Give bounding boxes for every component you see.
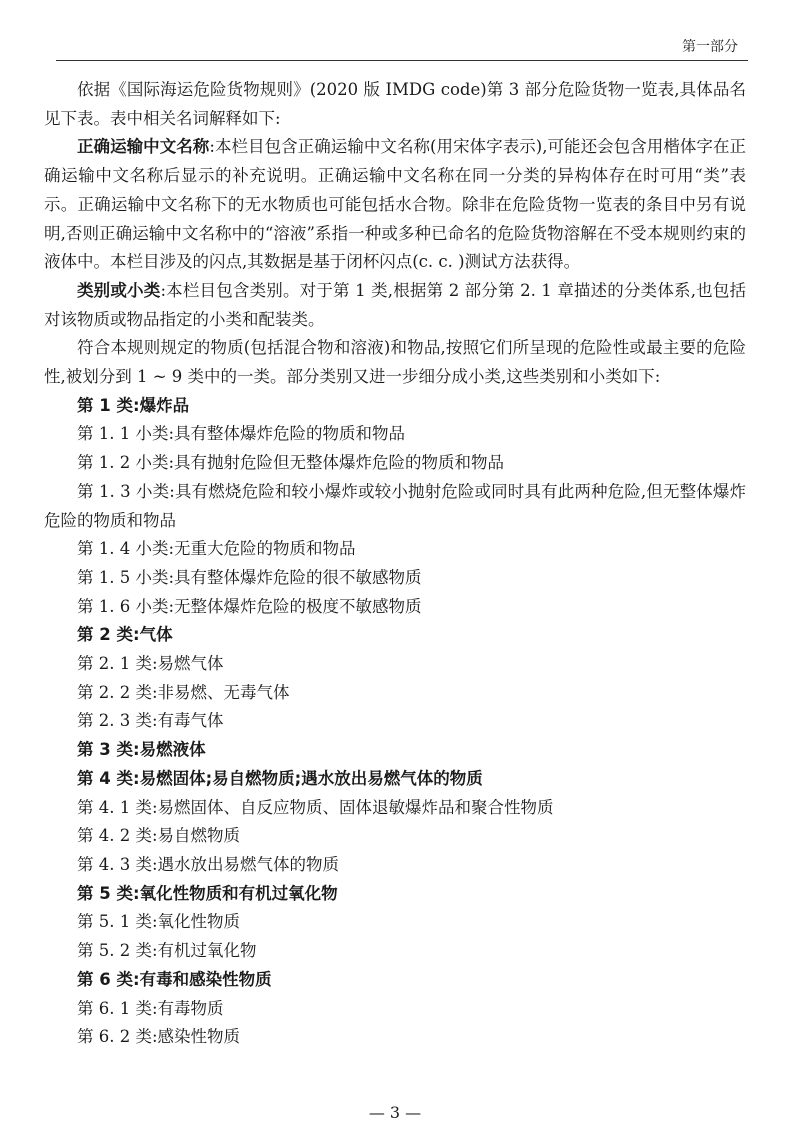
division-item: 第 6. 2 类:感染性物质 bbox=[77, 1027, 241, 1047]
division-item: 第 1. 1 小类:具有整体爆炸危险的物质和物品 bbox=[77, 424, 406, 444]
class-heading: 第 2 类:气体 bbox=[77, 625, 173, 645]
division-item: 第 1. 3 小类:具有燃烧危险和较小爆炸或较小抛射危险或同时具有此两种危险,但无整体爆炸危险的物质和物品 bbox=[44, 481, 746, 530]
class-heading: 第 5 类:氧化性物质和有机过氧化物 bbox=[77, 883, 338, 903]
class-heading: 第 4 类:易燃固体;易自燃物质;遇水放出易燃气体的物质 bbox=[77, 768, 483, 788]
definition-text: :本栏目包含类别。对于第 1 类,根据第 2 部分第 2. 1 章描述的分类体系,也包括对该物质或物品指定的小类和配装类。 bbox=[44, 280, 747, 329]
division-item: 第 4. 2 类:易自燃物质 bbox=[77, 826, 241, 846]
division-item: 第 1. 6 小类:无整体爆炸危险的极度不敏感物质 bbox=[77, 596, 422, 616]
classification-paragraph: 符合本规则规定的物质(包括混合物和溶液)和物品,按照它们所呈现的危险性或最主要的危险性,被划分到 1 ~ 9 类中的一类。部分类别又进一步细分成小类,这些类别和小类如下: bbox=[44, 338, 746, 387]
division-item: 第 6. 1 类:有毒物质 bbox=[77, 998, 224, 1018]
definition-paragraph bbox=[44, 277, 746, 334]
division-item: 第 2. 2 类:非易燃、无毒气体 bbox=[77, 682, 290, 702]
running-header bbox=[56, 30, 748, 61]
definition-paragraph bbox=[44, 133, 746, 277]
division-item: 第 1. 4 小类:无重大危险的物质和物品 bbox=[77, 539, 356, 559]
class-list bbox=[44, 392, 746, 1052]
intro-paragraph: 依据《国际海运危险货物规则》(2020 版 IMDG code)第 3 部分危险货物一览表,具体品名见下表。表中相关名词解释如下: bbox=[44, 80, 746, 128]
division-item: 第 1. 2 小类:具有抛射危险但无整体爆炸危险的物质和物品 bbox=[77, 453, 505, 473]
page-body bbox=[44, 76, 746, 1052]
division-item: 第 4. 3 类:遇水放出易燃气体的物质 bbox=[77, 854, 340, 874]
division-item: 第 2. 1 类:易燃气体 bbox=[77, 654, 224, 674]
definition-term: 正确运输中文名称 bbox=[77, 137, 210, 157]
class-heading: 第 6 类:有毒和感染性物质 bbox=[77, 969, 272, 989]
definition-term: 类别或小类 bbox=[77, 280, 161, 300]
class-heading: 第 3 类:易燃液体 bbox=[77, 740, 206, 760]
division-item: 第 1. 5 小类:具有整体爆炸危险的很不敏感物质 bbox=[77, 567, 422, 587]
division-item: 第 5. 1 类:氧化性物质 bbox=[77, 912, 241, 932]
division-item: 第 4. 1 类:易燃固体、自反应物质、固体退敏爆炸品和聚合性物质 bbox=[77, 797, 554, 817]
section-label: 第一部分 bbox=[682, 39, 738, 55]
page-number: — 3 — bbox=[368, 1103, 422, 1122]
division-item: 第 2. 3 类:有毒气体 bbox=[77, 711, 224, 731]
class-heading: 第 1 类:爆炸品 bbox=[77, 395, 190, 415]
division-item: 第 5. 2 类:有机过氧化物 bbox=[77, 941, 257, 961]
definition-text: :本栏目包含正确运输中文名称(用宋体字表示),可能还会包含用楷体字在正确运输中文名称后显示的补充说明。正确运输中文名称在同一分类的异构体存在时可用“类”表示。正确运输中文名称下的无水物质也可能包括水合物。除非在危险货物一览表的条目中另有说明,否则正确运输中文名称中的“溶液”系指一种或多种已命名的危险货物溶解在不受本规则约束的液体中。本栏目涉及的闪点,其数据是基于闭杯闪点(c. c. )测试方法获得。 bbox=[44, 137, 746, 272]
